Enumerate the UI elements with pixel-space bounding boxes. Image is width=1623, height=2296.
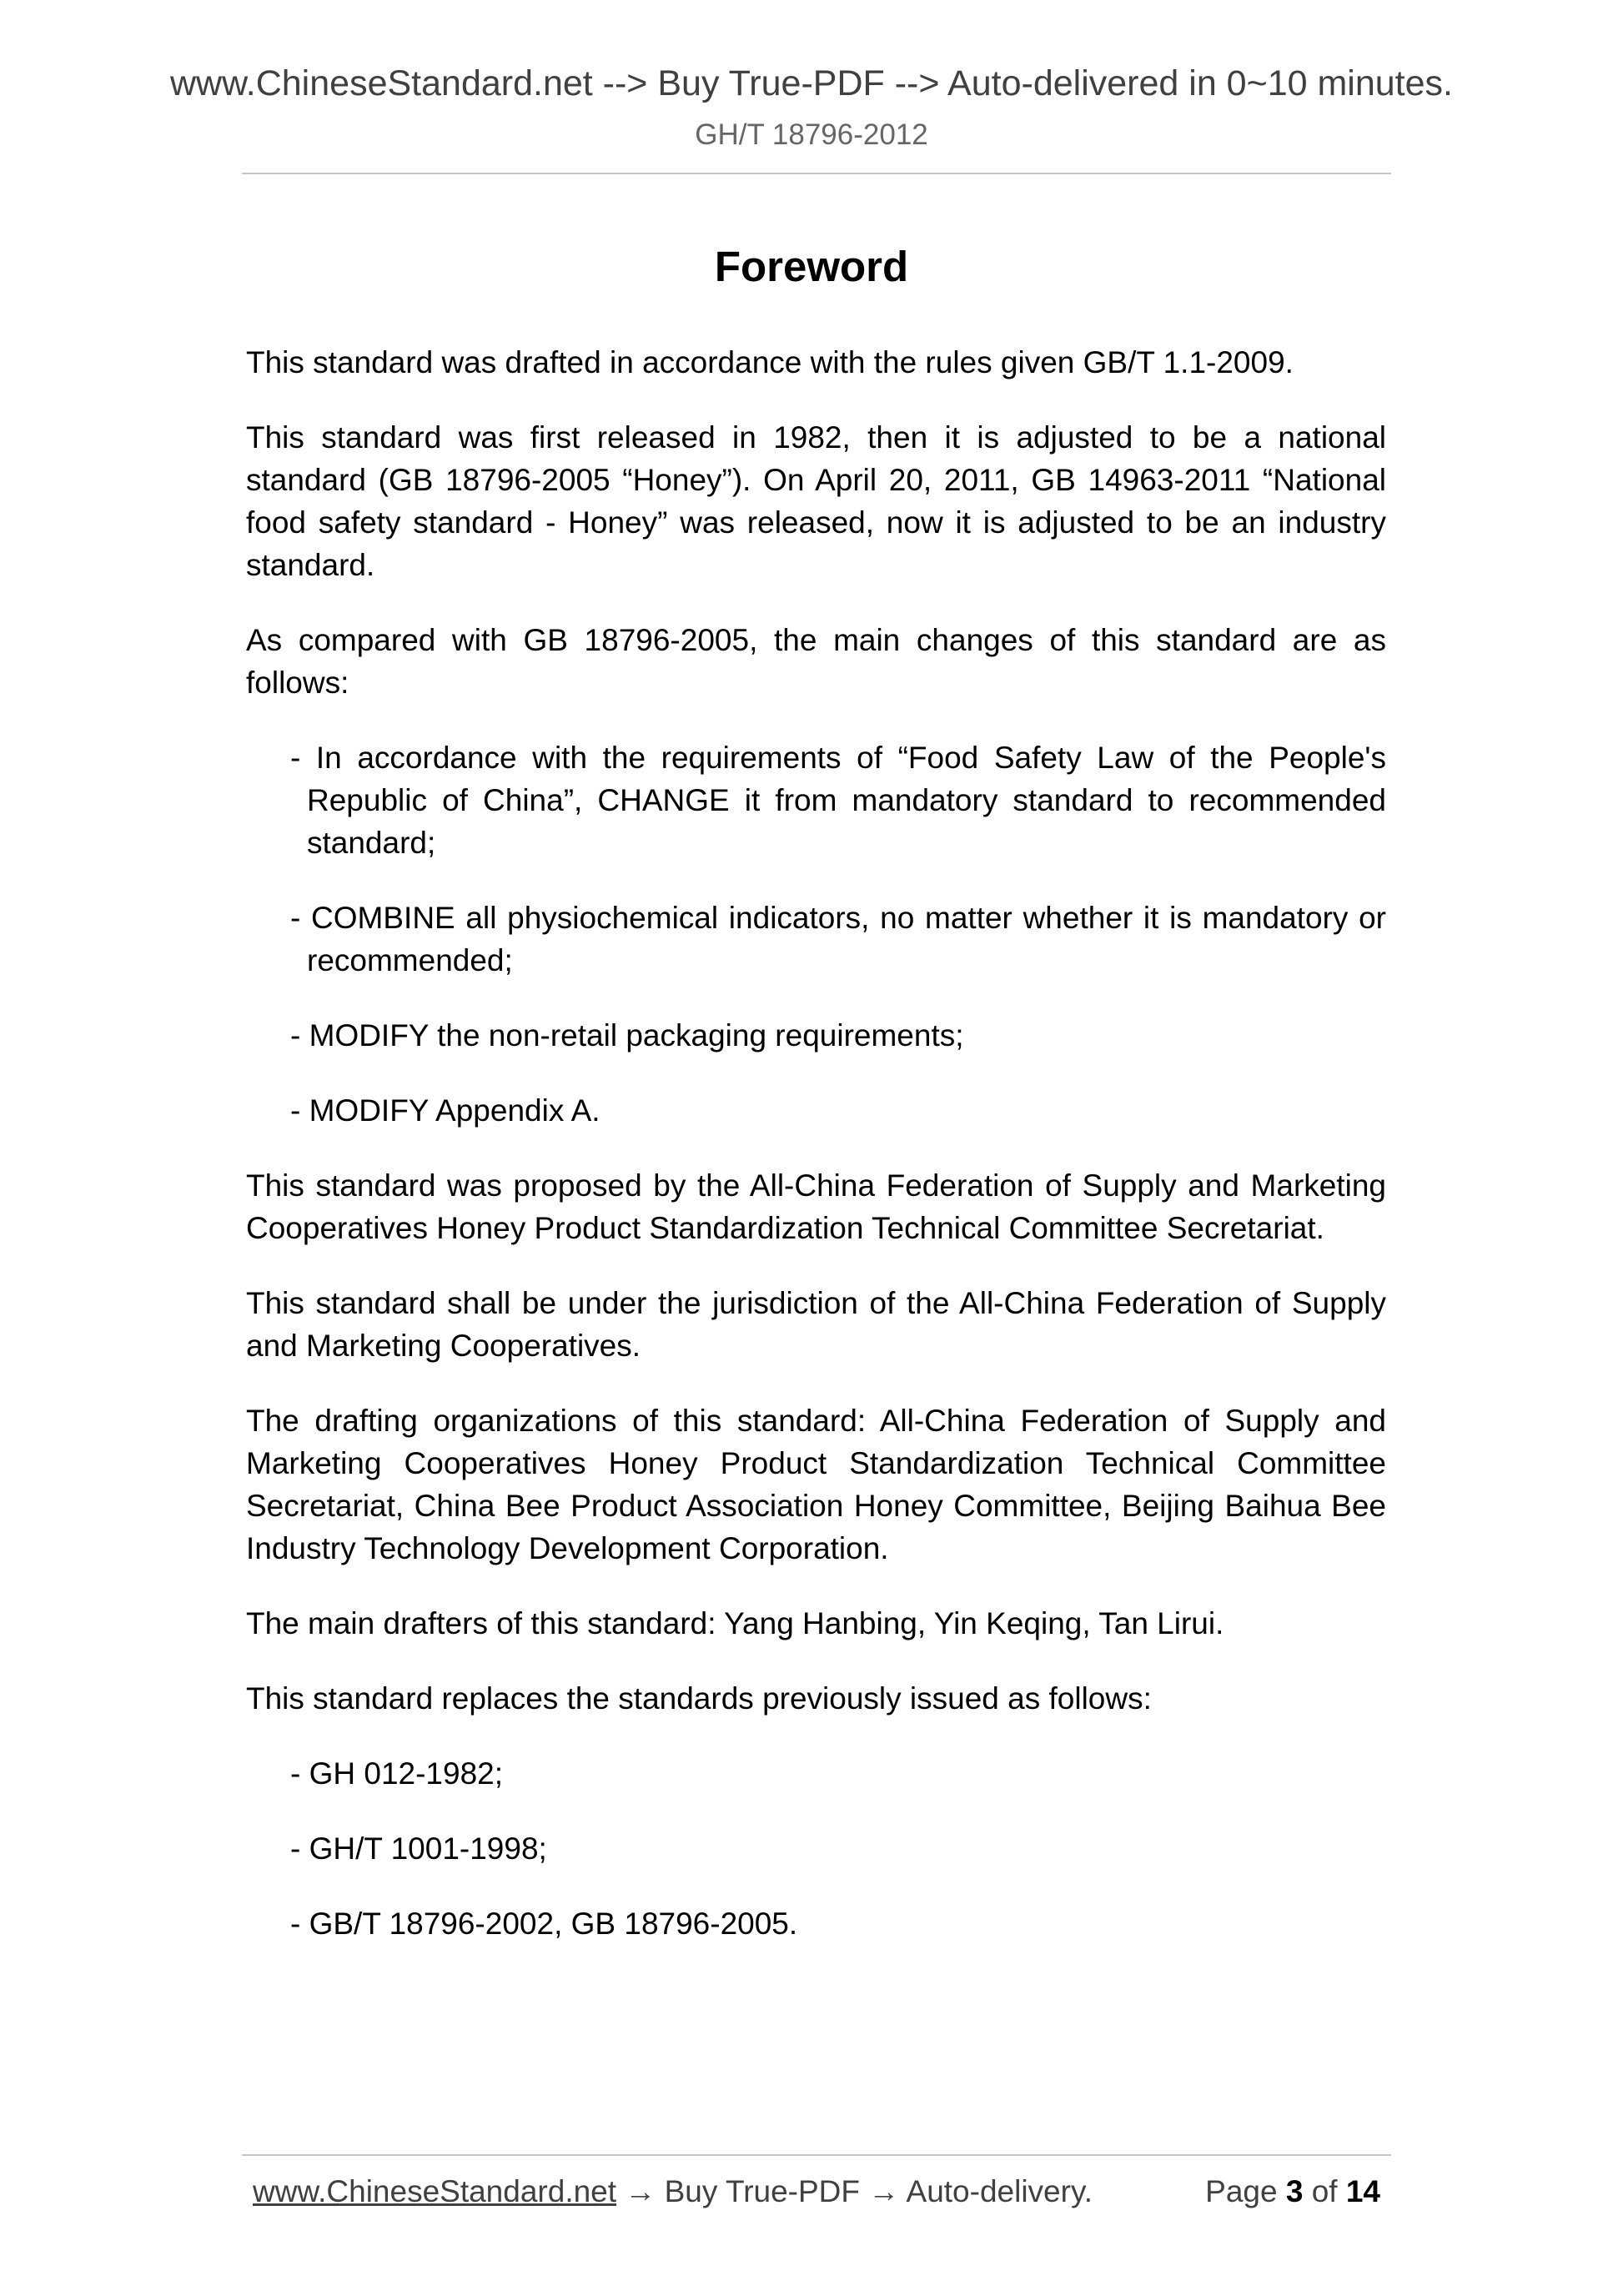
foreword-body [246,341,1386,1977]
paragraph-drafters: The main drafters of this standard: Yang Hanbing, Yin Keqing, Tan Lirui. [246,1606,1224,1640]
standard-code: GH/T 18796-2012 [695,118,928,151]
header-divider [242,173,1391,174]
footer-tagline: → Buy True-PDF → Auto-delivery. [616,2174,1093,2208]
header-banner: www.ChineseStandard.net --> Buy True-PDF --> Auto-delivered in 0~10 minutes. [169,63,1453,103]
page-title: Foreword [714,243,909,290]
page-label: Page [1205,2174,1286,2208]
list-item-change: - MODIFY Appendix A. [290,1093,600,1128]
paragraph-drafting-organizations: The drafting organizations of this standard: All-China Federation of Supply and Marketing Cooperatives Honey Product Standardization Technical Committee Secretariat, China Bee Product Association Honey Committee, Beijing Baihua Bee Industry Technology Development Corporation. [246,1404,1386,1565]
paragraph-drafting-rules: This standard was drafted in accordance with the rules given GB/T 1.1-2009. [246,345,1294,379]
list-item-replaced: - GH/T 1001-1998; [290,1831,547,1866]
list-item-change: - In accordance with the requirements of “Food Safety Law of the People's Republic of China”, CHANGE it from mandatory standard to recommended standard; [290,741,1386,860]
paragraph-replaces-intro: This standard replaces the standards previously issued as follows: [246,1681,1152,1716]
page-number [1205,2174,1380,2209]
footer-divider [242,2154,1391,2156]
list-item-replaced: - GH 012-1982; [290,1756,504,1791]
page-current: 3 [1285,2174,1304,2208]
page-total: 14 [1345,2174,1380,2208]
list-item-change: - COMBINE all physiochemical indicators, no matter whether it is mandatory or recommended; [290,901,1386,977]
paragraph-changes-intro: As compared with GB 18796-2005, the main changes of this standard are as follows: [246,623,1386,700]
list-item-change: - MODIFY the non-retail packaging requirements; [290,1018,964,1053]
paragraph-history: This standard was first released in 1982, then it is adjusted to be a national standard (GB 18796-2005 “Honey”). On April 20, 2011, GB 14963-2011 “National food safety standard - Honey” was released, now it is adjusted to be an industry standard. [246,420,1386,582]
list-item-replaced: - GB/T 18796-2002, GB 18796-2005. [290,1907,798,1941]
page-footer [253,2174,1380,2209]
paragraph-proposed-by: This standard was proposed by the All-China Federation of Supply and Marketing Cooperatives Honey Product Standardization Technical Committee Secretariat. [246,1168,1386,1245]
footer-link[interactable]: www.ChineseStandard.net [253,2174,617,2208]
paragraph-jurisdiction: This standard shall be under the jurisdiction of the All-China Federation of Supply and Marketing Cooperatives. [246,1286,1386,1363]
page-of-label: of [1303,2174,1346,2208]
